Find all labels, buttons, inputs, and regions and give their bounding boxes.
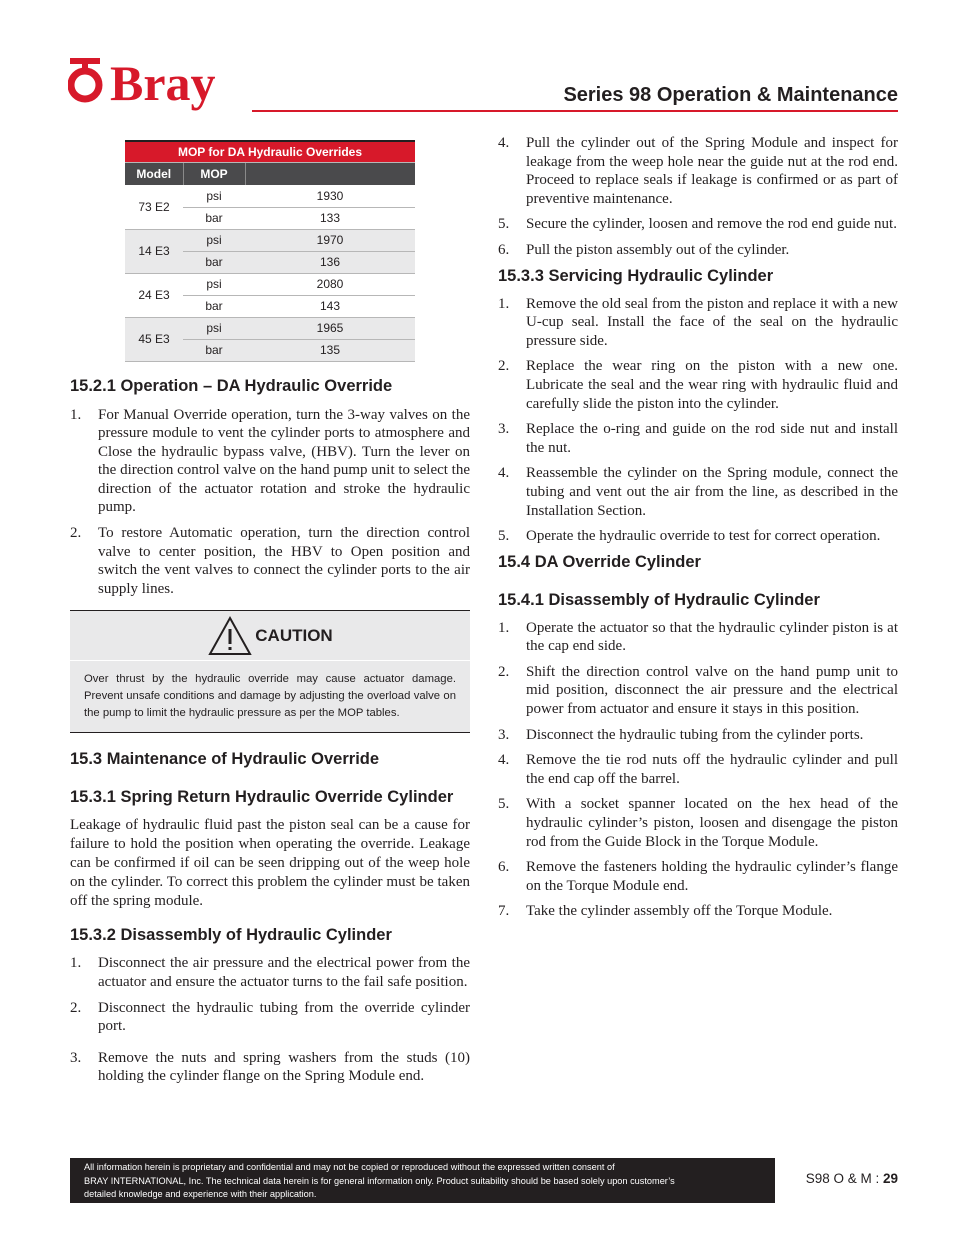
list-item	[70, 1049, 470, 1086]
list-item	[498, 527, 898, 546]
list-item	[70, 954, 470, 991]
header-rule	[252, 110, 898, 112]
value-cell: 1970	[245, 229, 415, 251]
unit-cell: psi	[183, 229, 245, 251]
section-heading-15-3-3: 15.3.3 Servicing Hydraulic Cylinder	[498, 266, 774, 285]
list-item	[498, 241, 898, 260]
mop-header-value	[245, 162, 415, 185]
brand-wordmark: Bray	[110, 55, 216, 111]
list-item	[498, 215, 898, 234]
list-item	[70, 999, 470, 1036]
unit-cell: psi	[183, 185, 245, 207]
doc-code: S98 O & M :	[805, 1171, 883, 1186]
section-heading-15-4-1: 15.4.1 Disassembly of Hydraulic Cylinder	[498, 590, 820, 609]
unit-cell: psi	[183, 273, 245, 295]
list-item-number: 2.	[70, 525, 82, 542]
unit-cell: bar	[183, 295, 245, 317]
list-item-number: 1.	[70, 955, 82, 972]
list-item-text: Remove the old seal from the piston and replace it with a new U-cup seal. Install the face of the seal on the hydraulic pressure side.	[526, 295, 898, 349]
value-cell: 143	[245, 295, 415, 317]
footer-line-1: All information herein is proprietary and confidential and may not be copied or reproduced without the expressed written consent of	[84, 1162, 615, 1172]
section-heading-15-4: 15.4 DA Override Cylinder	[498, 552, 701, 571]
list-item	[70, 406, 470, 518]
list-item	[498, 464, 898, 520]
list-item-number: 7.	[498, 903, 510, 920]
list-item-number: 3.	[498, 421, 510, 438]
steps-15-4-1	[498, 619, 898, 921]
unit-cell: bar	[183, 207, 245, 229]
list-item-text: Secure the cylinder, loosen and remove the rod end guide nut.	[526, 216, 897, 233]
mop-header-mop: MOP	[183, 162, 245, 185]
caution-header	[70, 611, 470, 661]
list-item	[498, 295, 898, 351]
steps-15-3-2	[70, 954, 470, 1086]
list-item-number: 5.	[498, 796, 510, 813]
list-item-text: Replace the wear ring on the piston with a new one. Lubricate the seal and the wear ring with hydraulic fluid and carefully slide the piston into the cylinder.	[526, 358, 898, 412]
table-row	[125, 185, 415, 207]
list-item-number: 6.	[498, 859, 510, 876]
list-item-number: 1.	[498, 295, 510, 312]
list-item	[498, 902, 898, 921]
list-item-text: Disconnect the air pressure and the electrical power from the actuator and ensure the actuator turns to the fail safe position.	[98, 955, 470, 991]
list-item	[498, 134, 898, 208]
list-item-number: 6.	[498, 241, 510, 258]
unit-cell: bar	[183, 339, 245, 361]
model-cell: 73 E2	[125, 185, 183, 229]
list-item-text: Remove the nuts and spring washers from the studs (10) holding the cylinder flange on the Spring Module end.	[98, 1049, 470, 1085]
paragraph-15-3-1: Leakage of hydraulic fluid past the piston seal can be a cause for failure to hold the position when operating the override. Leakage can be confirmed if oil can be seen dripping out of the weep hole on the cylinder. To correct this problem the cylinder must be taken off the spring module.	[70, 817, 470, 910]
list-item-text: Remove the tie rod nuts off the hydraulic cylinder and pull the end cap off the barrel.	[526, 752, 898, 787]
right-column	[498, 134, 898, 928]
list-item	[498, 619, 898, 656]
list-item-text: Reassemble the cylinder on the Spring module, connect the tubing and vent out the air from the line, as described in the Installation Section.	[526, 465, 898, 519]
list-item-number: 5.	[498, 216, 510, 233]
list-item-text: Take the cylinder assembly off the Torque Module.	[526, 903, 833, 920]
list-item-text: To restore Automatic operation, turn the direction control valve to center position, the HBV to Open position and switch the vent valves to connect the cylinder ports to the air supply lines.	[98, 525, 470, 597]
list-item-number: 2.	[70, 999, 82, 1016]
model-cell: 45 E3	[125, 317, 183, 361]
list-item-text: For Manual Override operation, turn the 3-way valves on the pressure module to vent the cylinder ports to atmosphere and Close the hydraulic bypass valve, (HBV). Turn the lever on the direction control valve on the hand pump unit to select the direction of the actuator rotation and stroke the hydraulic pump.	[98, 406, 470, 516]
list-item	[498, 858, 898, 895]
page-number-value: 29	[882, 1171, 898, 1186]
list-item-text: Pull the cylinder out of the Spring Module and inspect for leakage from the weep hole near the guide nut at the rod end. Proceed to replace seals if leakage is confirmed or as part of preventive maintenance.	[526, 135, 898, 207]
footer-line-2: BRAY INTERNATIONAL, Inc. The technical data herein is for general information only. Product suitability should be based solely upon customer’s	[84, 1175, 675, 1186]
steps-15-3-2-continued	[498, 134, 898, 260]
value-cell: 2080	[245, 273, 415, 295]
list-item-number: 2.	[498, 663, 510, 680]
list-item-text: Operate the actuator so that the hydraulic cylinder piston is at the cap end side.	[526, 619, 898, 655]
steps-15-2-1	[70, 406, 470, 599]
page-title: Series 98 Operation & Maintenance	[563, 84, 898, 106]
caution-label: CAUTION	[255, 625, 333, 645]
list-item	[498, 751, 898, 788]
list-item	[70, 524, 470, 598]
model-cell: 24 E3	[125, 273, 183, 317]
section-heading-15-3: 15.3 Maintenance of Hydraulic Override	[70, 750, 380, 769]
left-column	[70, 130, 470, 1093]
list-item-text: Replace the o-ring and guide on the rod side nut and install the nut.	[526, 421, 898, 456]
list-item-number: 3.	[70, 1049, 82, 1066]
list-item-text: Shift the direction control valve on the hand pump unit to mid position, disconnect the air pressure and the electrical power from actuator and ensure it stays in this position.	[526, 663, 898, 718]
list-item	[498, 795, 898, 851]
mop-table	[125, 140, 415, 362]
list-item-text: Disconnect the hydraulic tubing from the override cylinder port.	[98, 999, 470, 1035]
unit-cell: psi	[183, 317, 245, 339]
warning-icon	[207, 615, 253, 657]
mop-header-model: Model	[125, 162, 183, 185]
list-item-number: 3.	[498, 726, 510, 743]
table-row	[125, 229, 415, 251]
footer-line-3: detailed knowledge and experience with their application.	[84, 1189, 317, 1199]
list-item-text: Pull the piston assembly out of the cylinder.	[526, 241, 790, 258]
list-item-number: 4.	[498, 465, 510, 482]
table-row	[125, 273, 415, 295]
section-heading-15-2-1: 15.2.1 Operation – DA Hydraulic Override	[70, 376, 393, 395]
list-item-text: Operate the hydraulic override to test for correct operation.	[526, 528, 881, 545]
list-item-text: With a socket spanner located on the hex head of the hydraulic cylinder’s piston, loosen and disengage the piston rod from the Guide Block in the Torque Module.	[526, 796, 898, 850]
list-item-number: 2.	[498, 358, 510, 375]
list-item-number: 4.	[498, 135, 510, 151]
list-item-number: 1.	[498, 619, 510, 636]
page-number	[806, 1171, 898, 1186]
value-cell: 133	[245, 207, 415, 229]
list-item-text: Remove the fasteners holding the hydraulic cylinder’s flange on the Torque Module end.	[526, 859, 898, 894]
model-cell: 14 E3	[125, 229, 183, 273]
list-item-number: 5.	[498, 528, 510, 545]
list-item	[498, 663, 898, 719]
value-cell: 1965	[245, 317, 415, 339]
footer-disclaimer	[70, 1158, 775, 1203]
bray-logo	[68, 55, 258, 117]
list-item-number: 4.	[498, 752, 510, 769]
list-item-number: 1.	[70, 406, 82, 423]
section-heading-15-3-2: 15.3.2 Disassembly of Hydraulic Cylinder	[70, 926, 392, 945]
section-heading-15-3-1: 15.3.1 Spring Return Hydraulic Override Cylinder	[70, 788, 454, 807]
table-row	[125, 317, 415, 339]
list-item	[498, 357, 898, 413]
list-item	[498, 420, 898, 457]
caution-text: Over thrust by the hydraulic override may cause actuator damage. Prevent unsafe conditions and damage by adjusting the overload valve on the pump to limit the hydraulic pressure as per the MOP tables.	[84, 673, 456, 720]
unit-cell: bar	[183, 251, 245, 273]
value-cell: 136	[245, 251, 415, 273]
list-item	[498, 726, 898, 745]
list-item-text: Disconnect the hydraulic tubing from the cylinder ports.	[526, 726, 864, 743]
value-cell: 1930	[245, 185, 415, 207]
mop-table-title: MOP for DA Hydraulic Overrides	[125, 141, 415, 162]
value-cell: 135	[245, 339, 415, 361]
steps-15-3-3	[498, 295, 898, 546]
caution-box	[70, 610, 470, 733]
